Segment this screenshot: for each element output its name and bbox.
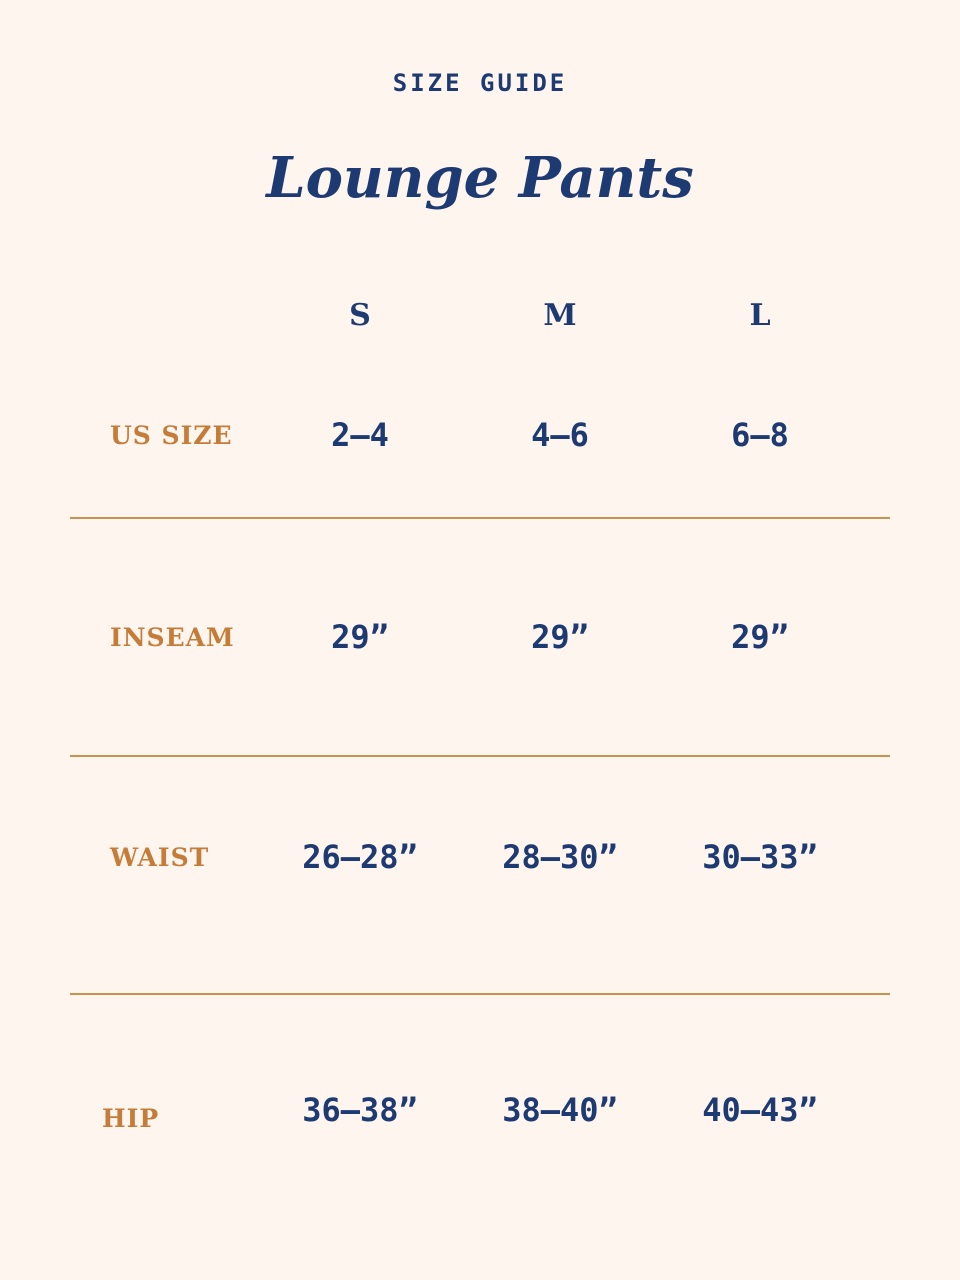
cell-hip-l: 40–43”: [702, 1091, 818, 1129]
cell-inseam-s: 29”: [331, 618, 389, 656]
cell-waist-s: 26–28”: [302, 838, 418, 876]
row-label-us-size: US SIZE: [110, 420, 233, 450]
cell-waist-l: 30–33”: [702, 838, 818, 876]
table-row-waist: [70, 835, 860, 879]
cell-inseam-l: 29”: [731, 618, 789, 656]
cell-inseam-m: 29”: [531, 618, 589, 656]
table-header-row: [70, 293, 860, 337]
column-header-m: M: [543, 297, 577, 333]
cell-us-size-m: 4–6: [531, 416, 589, 454]
row-divider: [70, 993, 890, 995]
page-title: Lounge Pants: [266, 145, 694, 211]
column-header-l: L: [749, 297, 771, 333]
table-row-inseam: [70, 615, 860, 659]
row-label-inseam: INSEAM: [110, 622, 235, 652]
cell-hip-m: 38–40”: [502, 1091, 618, 1129]
cell-us-size-s: 2–4: [331, 416, 389, 454]
table-row-hip: [70, 1087, 860, 1133]
column-header-s: S: [349, 297, 371, 333]
table-row-us-size: [70, 413, 860, 457]
row-divider: [70, 755, 890, 757]
cell-hip-s: 36–38”: [302, 1091, 418, 1129]
row-divider: [70, 517, 890, 519]
cell-us-size-l: 6–8: [731, 416, 789, 454]
cell-waist-m: 28–30”: [502, 838, 618, 876]
row-label-hip: HIP: [102, 1103, 160, 1133]
eyebrow-label: SIZE GUIDE: [392, 69, 568, 97]
row-label-waist: WAIST: [110, 842, 210, 872]
